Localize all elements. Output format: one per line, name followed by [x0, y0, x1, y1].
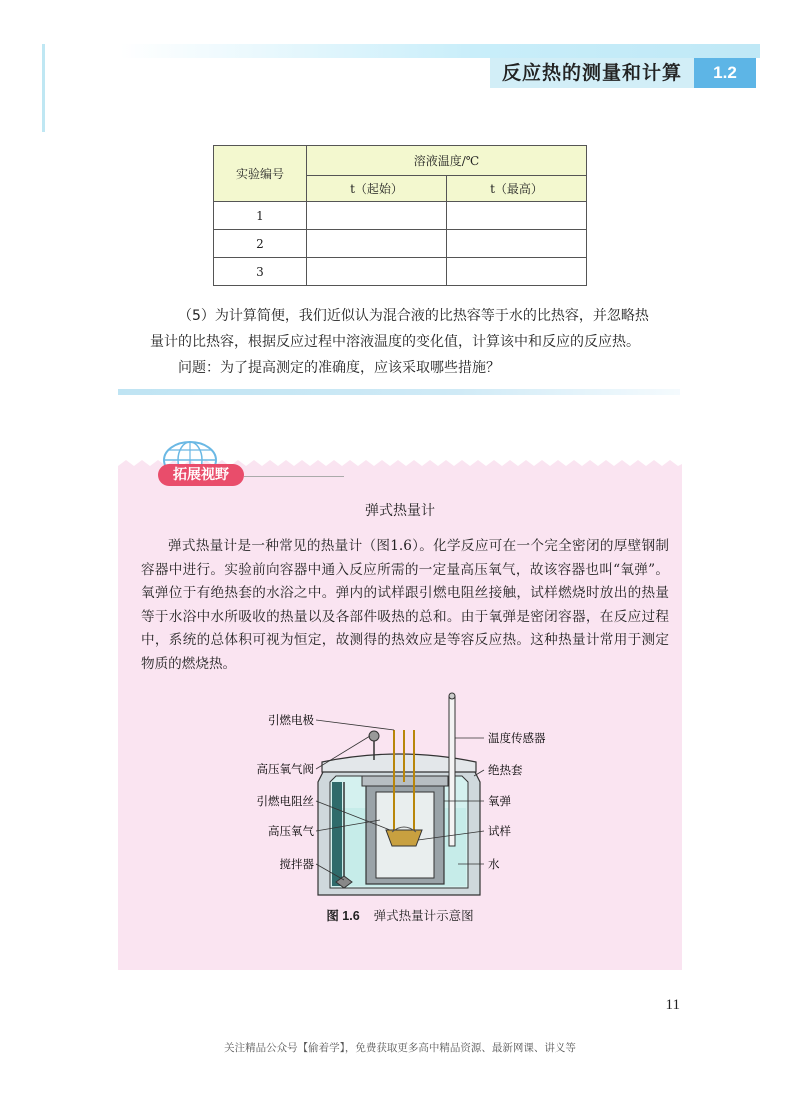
label-sample: 试样 [488, 824, 511, 838]
cell-t-max [447, 230, 587, 258]
label-stirrer: 搅拌器 [279, 857, 314, 871]
caption-number: 图 1.6 [326, 909, 360, 923]
question-line: 问题：为了提高测定的准确度，应该采取哪些措施？ [178, 360, 500, 376]
section-divider [118, 389, 680, 395]
label-ignition-electrode: 引燃电极 [268, 713, 314, 727]
table-row [214, 230, 587, 258]
label-insulation-jacket: 绝热套 [488, 763, 523, 777]
table-row [214, 258, 587, 286]
cell-t-start [307, 202, 447, 230]
procedure-paragraph [150, 303, 670, 381]
header-t-max: t（最高） [447, 176, 587, 202]
label-ignition-wire: 引燃电阻丝 [256, 794, 314, 808]
badge-underline [244, 476, 344, 477]
caption-text: 弹式热量计示意图 [373, 908, 474, 923]
footer-note: 关注精品公众号【偷着学】，免费获取更多高中精品资源、最新网课、讲义等 [224, 1042, 576, 1054]
label-high-pressure-oxygen: 高压氧气 [268, 824, 314, 838]
bomb-calorimeter-diagram [118, 690, 682, 905]
figure-caption [118, 906, 682, 924]
section-number: 1.2 [694, 58, 756, 88]
header-solution-temperature: 溶液温度/℃ [307, 146, 587, 176]
table-row [214, 202, 587, 230]
expand-view-badge: 拓展视野 [158, 464, 244, 486]
row-number: 2 [214, 230, 307, 258]
temperature-table [213, 145, 587, 286]
cell-t-max [447, 202, 587, 230]
header-experiment-number: 实验编号 [214, 146, 307, 202]
box-body-text: 弹式热量计是一种常见的热量计（图1.6）。化学反应可在一个完全密闭的厚壁钢制容器中进行。实验前向容器中通入反应所需的一定量高压氧气，故该容器也叫“氧弹”。氧弹位于有绝热套的水浴之中。弹内的试样跟引燃电阻丝接触，试样燃烧时放出的热量等于水浴中水所吸收的热量以及各部件吸热的总和。由于氧弹是密闭容器，在反应过程中，系统的总体积可视为恒定，故测得的热效应是等容反应热。这种热量计常用于测定物质的燃烧热。 [141, 538, 669, 672]
header-t-start: t（起始） [307, 176, 447, 202]
cell-t-start [307, 230, 447, 258]
row-number: 1 [214, 202, 307, 230]
header-gradient-bar [120, 44, 760, 58]
label-water: 水 [488, 857, 500, 871]
label-oxygen-valve: 高压氧气阀 [256, 762, 314, 776]
paragraph-line: （5）为计算简便，我们近似认为混合液的比热容等于水的比热容，并忽略热 [178, 308, 649, 324]
margin-rule [42, 44, 45, 132]
label-oxygen-bomb: 氧弹 [488, 794, 511, 808]
label-temperature-sensor: 温度传感器 [488, 731, 546, 745]
cell-t-max [447, 258, 587, 286]
row-number: 3 [214, 258, 307, 286]
page-number: 11 [665, 997, 680, 1013]
section-title: 反应热的测量和计算 [501, 62, 682, 84]
box-title: 弹式热量计 [365, 503, 435, 519]
cell-t-start [307, 258, 447, 286]
box-body [141, 535, 669, 676]
paragraph-line: 量计的比热容，根据反应过程中溶液温度的变化值，计算该中和反应的反应热。 [150, 334, 640, 350]
